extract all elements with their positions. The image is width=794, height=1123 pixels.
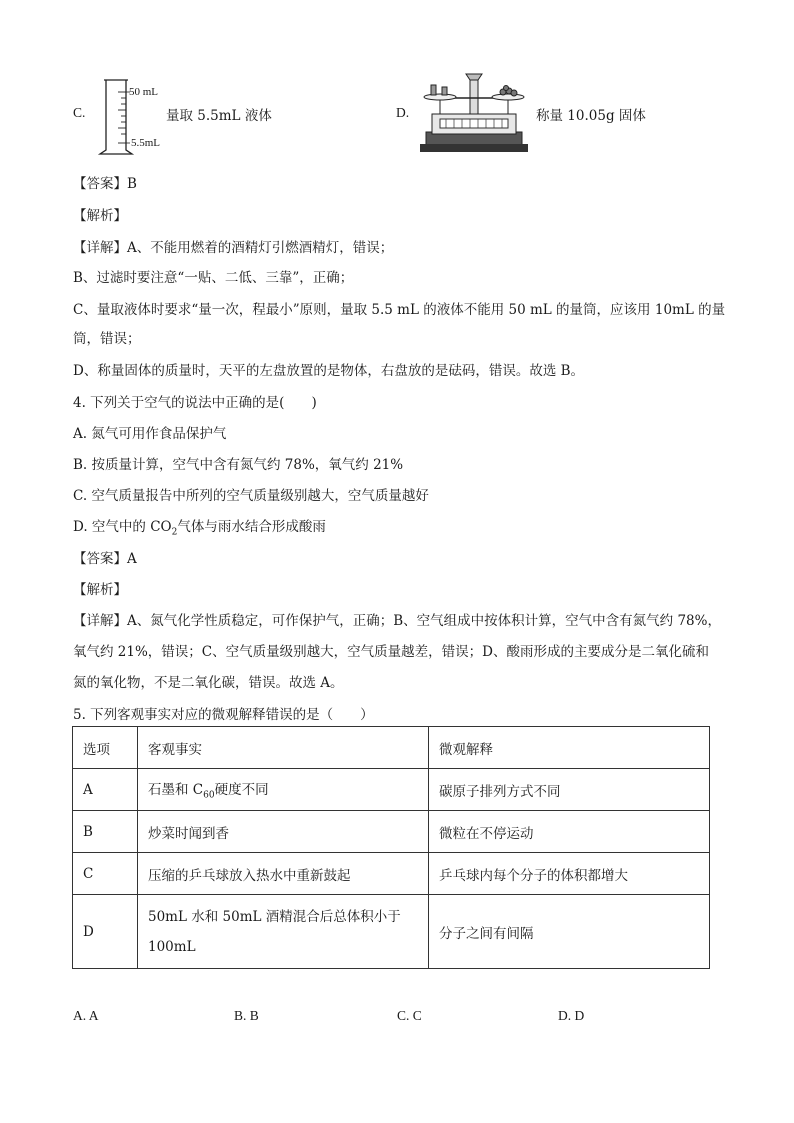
table-cell-fact: 石墨和 $C_{60}$硬度不同: [138, 769, 429, 811]
table-cell-option: A: [73, 769, 138, 811]
q4-analysis-heading: 【解析】: [73, 582, 127, 598]
table-cell-explanation: 碳原子排列方式不同: [429, 769, 710, 811]
q3-c-line-2: 筒，错误；: [73, 331, 141, 347]
q3-b-line: B、过滤时要注意“一贴、二低、三靠”，正确；: [73, 270, 354, 286]
table-cell-fact: 炒菜时闻到香: [138, 811, 429, 853]
q5-question: 5. 下列客观事实对应的微观解释错误的是（ ）: [73, 707, 374, 723]
table-cell-fact: 压缩的乒乓球放入热水中重新鼓起: [138, 853, 429, 895]
table-cell-option: B: [73, 811, 138, 853]
table-header-cell: 微观解释: [429, 727, 710, 769]
table-row: [73, 853, 710, 895]
cylinder-top-mark: 50 mL: [129, 86, 159, 98]
option-c-label: C.: [73, 105, 86, 120]
q4-option-d: D. 空气中的 $CO_2$气体与雨水结合形成酸雨: [73, 519, 326, 538]
option-d-text: 称量 10.05g 固体: [536, 108, 646, 124]
table-cell-option: C: [73, 853, 138, 895]
q4-detail-3: 氮的氧化物，不是二氧化碳，错误。故选 A。: [73, 675, 344, 691]
table-row: [73, 895, 710, 969]
table-cell-explanation: 乒乓球内每个分子的体积都增大: [429, 853, 710, 895]
q4-option-b: B. 按质量计算，空气中含有氮气约 78%，氧气约 21%: [73, 457, 404, 473]
q4-question: 4. 下列关于空气的说法中正确的是( ): [73, 395, 317, 411]
table-cell-option: D: [73, 895, 138, 969]
table-row: [73, 769, 710, 811]
q4-answer: 【答案】A: [73, 551, 137, 567]
table-cell-fact: 50mL 水和 50mL 酒精混合后总体积小于 100mL: [138, 895, 429, 969]
q4-detail-1: 【详解】A、氮气化学性质稳定，可作保护气，正确；B、空气组成中按体积计算，空气中含有氮气约 78%，: [73, 613, 721, 629]
table-cell-explanation: 分子之间有间隔: [429, 895, 710, 969]
option-d-label: D.: [396, 105, 410, 120]
q3-d-line: D、称量固体的质量时，天平的左盘放置的是物体，右盘放的是砝码，错误。故选 B。: [73, 363, 585, 379]
cylinder-bottom-mark: 5.5mL: [131, 137, 161, 149]
q5-choice-c: C. C: [397, 1008, 422, 1023]
table-header-row: [73, 727, 710, 769]
q4-option-c: C. 空气质量报告中所列的空气质量级别越大，空气质量越好: [73, 488, 429, 504]
table-header-cell: 选项: [73, 727, 138, 769]
q4-option-a: A. 氮气可用作食品保护气: [73, 426, 227, 442]
q5-choice-a: A. A: [73, 1008, 99, 1023]
q5-table: [72, 726, 710, 969]
q3-detail: 【详解】A、不能用燃着的酒精灯引燃酒精灯，错误；: [73, 240, 394, 256]
balance-scale-icon: [418, 70, 530, 154]
table-header-cell: 客观事实: [138, 727, 429, 769]
q4-detail-2: 氧气约 21%，错误；C、空气质量级别越大，空气质量越差，错误；D、酸雨形成的主要成分是二氧化硫和: [73, 644, 709, 660]
option-c-text: 量取 5.5mL 液体: [166, 108, 272, 124]
q5-choice-b: B. B: [234, 1008, 259, 1023]
q3-answer: 【答案】B: [73, 176, 137, 192]
table-row: [73, 811, 710, 853]
table-cell-explanation: 微粒在不停运动: [429, 811, 710, 853]
q3-c-line-1: C、量取液体时要求“量一次，程最小”原则，量取 5.5 mL 的液体不能用 50 mL 的量筒，应该用 10mL 的量: [73, 302, 726, 318]
q3-analysis-heading: 【解析】: [73, 208, 127, 224]
q5-choice-d: D. D: [558, 1008, 585, 1023]
